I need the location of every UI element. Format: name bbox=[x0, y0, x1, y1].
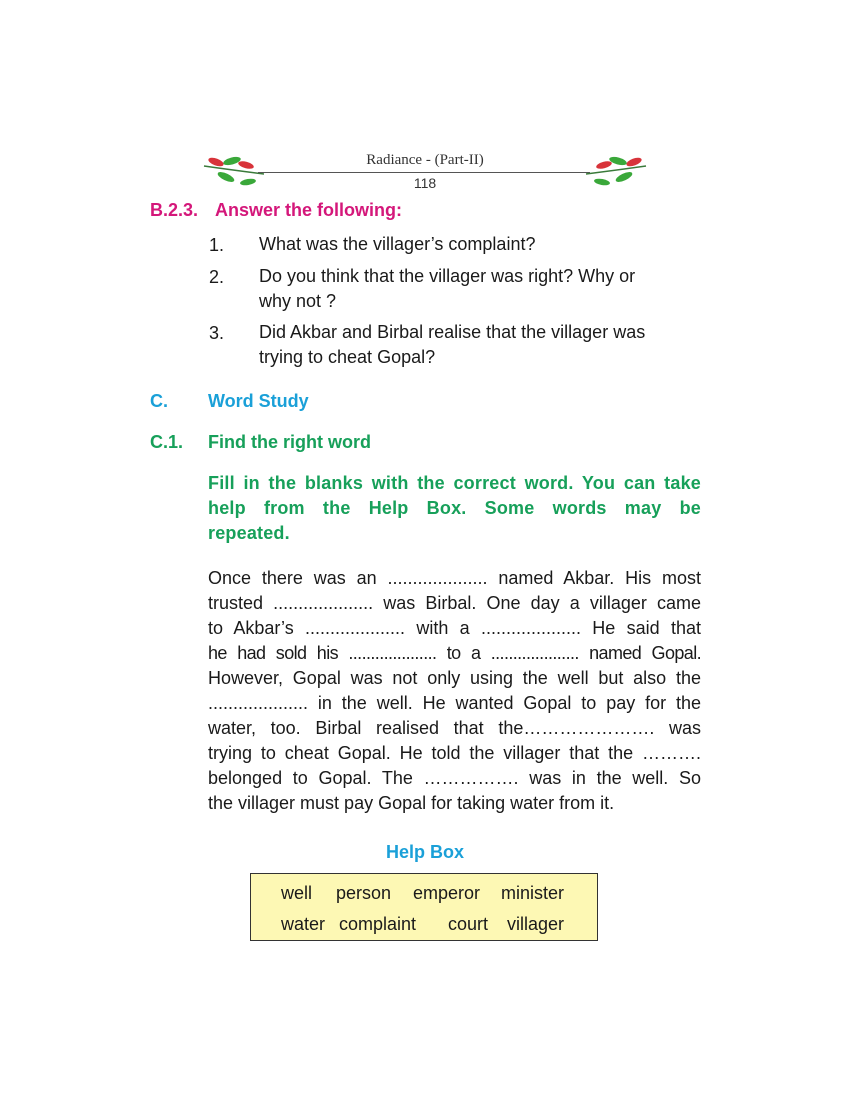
passage-line: Once there was an .................... named Akbar. His most bbox=[208, 568, 701, 588]
help-word: person bbox=[336, 883, 392, 903]
question-line: Do you think that the villager was right? Why or bbox=[259, 266, 636, 286]
instruction-line: repeated. bbox=[208, 523, 290, 543]
book-title: Radiance - (Part-II) bbox=[366, 152, 484, 168]
passage-line: water, too. Birbal realised that the…………………. was bbox=[208, 718, 701, 738]
help-word: villager bbox=[507, 914, 565, 934]
instruction-paragraph bbox=[208, 471, 701, 546]
page-header bbox=[200, 150, 650, 195]
question-line: trying to cheat Gopal? bbox=[259, 347, 436, 367]
help-word: court bbox=[448, 914, 489, 934]
passage-line: .................... in the well. He wanted Gopal to pay for the bbox=[208, 693, 701, 713]
passage-line: belonged to Gopal. The ……………. was in the well. So bbox=[208, 768, 701, 788]
help-word: emperor bbox=[413, 883, 481, 903]
passage-line: trying to cheat Gopal. He told the villager that the ………. bbox=[208, 743, 701, 763]
help-word: minister bbox=[501, 883, 565, 903]
help-word: well bbox=[281, 883, 313, 903]
instruction-line: help from the Help Box. Some words may be bbox=[208, 498, 701, 518]
passage-line: he had sold his .................... to a .................... named Gopal. bbox=[208, 643, 701, 663]
passage-line: trusted .................... was Birbal. One day a villager came bbox=[208, 593, 701, 613]
help-word: water bbox=[281, 914, 326, 934]
question-line: why not ? bbox=[259, 291, 337, 311]
passage-line: However, Gopal was not only using the well but also the bbox=[208, 668, 701, 688]
question-number: 1. bbox=[209, 235, 225, 255]
question-text: What was the villager’s complaint? bbox=[259, 234, 536, 254]
passage-line: to Akbar’s .................... with a .................... He said that bbox=[208, 618, 701, 638]
section-b23-number: B.2.3. bbox=[150, 200, 199, 220]
section-c-number: C. bbox=[150, 391, 168, 411]
section-c-heading: Word Study bbox=[208, 391, 309, 411]
question-number: 2. bbox=[209, 267, 225, 287]
section-c1-heading: Find the right word bbox=[208, 432, 371, 452]
question-text bbox=[259, 320, 709, 370]
passage-paragraph bbox=[208, 566, 701, 816]
instruction-line: Fill in the blanks with the correct word. You can take bbox=[208, 473, 701, 493]
leaf-vine-right-icon bbox=[578, 152, 648, 188]
passage-line: the villager must pay Gopal for taking water from it. bbox=[208, 793, 615, 813]
question-text bbox=[259, 264, 709, 314]
question-line: Did Akbar and Birbal realise that the villager was bbox=[259, 322, 646, 342]
section-b23-heading: Answer the following: bbox=[215, 200, 402, 220]
question-number: 3. bbox=[209, 323, 225, 343]
section-c1-number: C.1. bbox=[150, 432, 184, 452]
help-box-title: Help Box bbox=[385, 842, 464, 862]
page-number: 118 bbox=[413, 175, 437, 191]
help-word: complaint bbox=[339, 914, 417, 934]
help-box bbox=[250, 873, 598, 941]
header-rule bbox=[258, 172, 590, 173]
